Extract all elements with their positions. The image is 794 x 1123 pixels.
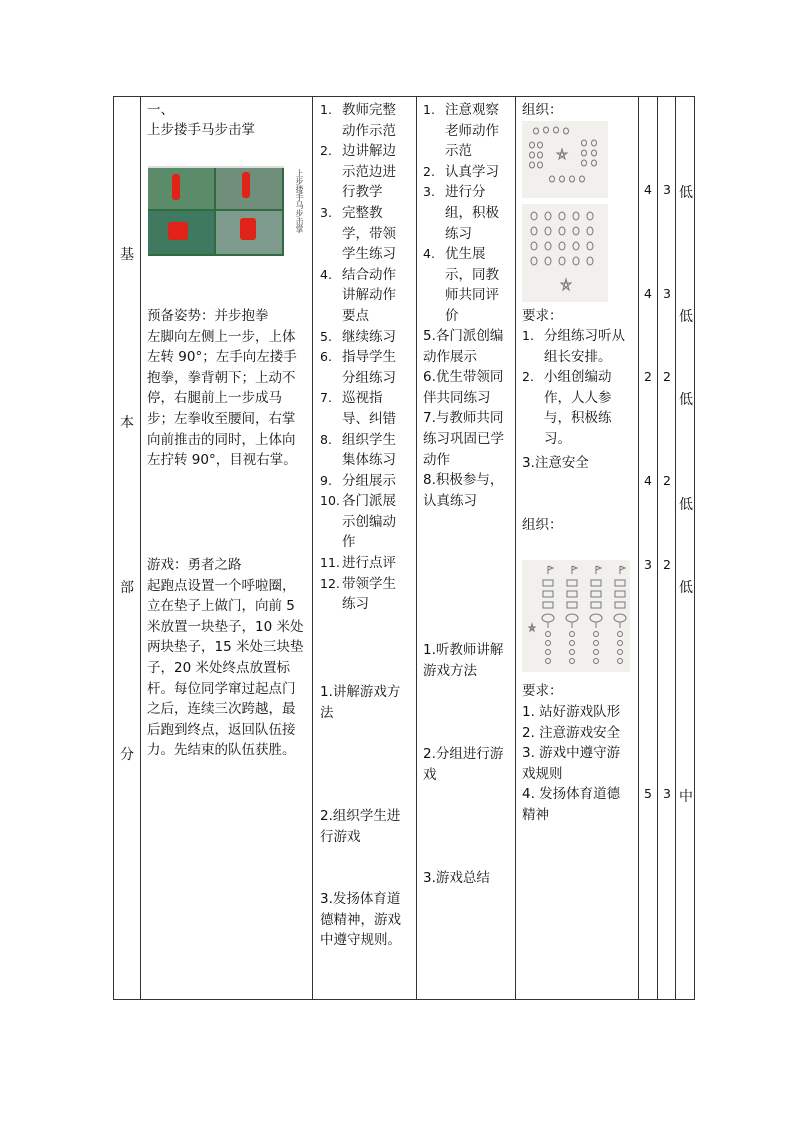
list-item-line: 集体练习 — [342, 452, 396, 469]
text-line: 左拧转 90°，目视右掌。 — [147, 452, 297, 469]
requirements-list — [522, 326, 634, 450]
text-line: 力。先结束的队伍获胜。 — [147, 742, 296, 759]
text-line: 游戏：勇者之路 — [147, 557, 242, 573]
list-item-number: 1. — [320, 102, 332, 117]
lesson-plan-table — [113, 96, 695, 1000]
requirements-label: 要求： — [522, 308, 563, 324]
list-item-line: 作，人人参 — [544, 389, 612, 406]
text-line: 左脚向左侧上一步，上体 — [147, 328, 296, 345]
text-line: 之后，连续三次跨越，最 — [147, 701, 296, 718]
text-line: 3. 游戏中遵守游 — [522, 745, 621, 762]
text-line: 步；左拳收至腰间，右掌 — [147, 410, 296, 427]
list-item-line: 导、纠错 — [342, 410, 396, 427]
count-value: 5 — [644, 786, 652, 801]
section-char: 本 — [120, 415, 134, 431]
list-item-number: 10. — [320, 493, 340, 509]
list-item-number: 9. — [320, 472, 332, 488]
list-item-number: 6. — [320, 349, 332, 365]
list-item-line: 完整教 — [342, 204, 383, 221]
text-line: 德精神，游戏 — [320, 911, 401, 928]
text-line: 精神 — [522, 806, 549, 823]
list-item-line: 小组创编动 — [544, 369, 612, 386]
list-item-line: 组，积极 — [445, 204, 499, 221]
formation-sketch-1 — [522, 121, 608, 198]
text-line: 米放置一块垫子，10 米处 — [147, 618, 304, 635]
list-item-number: 8. — [320, 431, 332, 447]
student-game-step-1 — [423, 640, 503, 681]
text-line: 游戏方法 — [423, 662, 477, 679]
teacher-game-step-2 — [320, 806, 400, 847]
list-item-number: 2. — [320, 143, 332, 159]
text-line: 行游戏 — [320, 828, 361, 845]
game-description — [147, 555, 303, 761]
teacher-activity-list — [320, 100, 412, 615]
text-line: 2.组织学生进 — [320, 808, 401, 824]
list-item-line: 动作示范 — [342, 122, 396, 139]
intensity-value: 低 — [679, 392, 693, 408]
list-item — [320, 100, 412, 141]
text-line: 3.发扬体育道 — [320, 891, 401, 907]
text-line: 2. 注意游戏安全 — [522, 724, 621, 741]
list-item-number: 4. — [320, 266, 332, 282]
list-item-line: 组织学生 — [342, 431, 396, 448]
list-item-line: 示创编动 — [342, 513, 396, 530]
list-item-line: 注意观察 — [445, 102, 499, 118]
list-item — [423, 244, 515, 326]
text-line: 左转 90°；左手向左搂手 — [147, 349, 297, 366]
text-line: 7.与教师共同 — [423, 410, 504, 427]
text-line: 立在垫子上做门，向前 5 — [147, 598, 295, 615]
list-item — [320, 203, 412, 265]
text-line: 认真练习 — [423, 492, 477, 509]
list-item-line: 学，带领 — [342, 225, 396, 242]
teacher-game-step-3 — [320, 889, 401, 951]
student-activity-list — [423, 100, 515, 327]
list-item-line: 习。 — [544, 430, 571, 447]
text-line: 1.听教师讲解 — [423, 642, 504, 658]
list-item-line: 练习 — [342, 596, 369, 613]
list-item-number: 2. — [522, 369, 534, 385]
list-item-number: 3. — [320, 204, 332, 220]
list-item-line: 继续练习 — [342, 328, 396, 345]
list-item — [522, 326, 634, 367]
list-item-line: 示范 — [445, 143, 472, 160]
list-item-line: 教师完整 — [342, 102, 396, 118]
count-value: 4 — [644, 286, 652, 301]
intensity-value: 低 — [679, 309, 693, 325]
text-line: 后跑到终点，返回队伍接 — [147, 721, 296, 738]
list-item-line: 示范边进 — [342, 163, 396, 180]
section-char: 基 — [120, 247, 134, 263]
text-line: 2.分组进行游 — [423, 746, 504, 762]
text-line: 1. 站好游戏队形 — [522, 704, 621, 720]
count-value: 3 — [663, 182, 671, 197]
student-game-step-2 — [423, 744, 503, 785]
list-item-line: 行教学 — [342, 184, 383, 201]
section-char: 部 — [120, 580, 134, 596]
list-item — [320, 388, 412, 429]
list-item-line: 与，积极练 — [544, 410, 612, 427]
list-item-number: 1. — [423, 102, 435, 117]
list-item-line: 进行分 — [445, 184, 486, 201]
requirements-label: 要求： — [522, 683, 563, 699]
list-item — [320, 574, 412, 615]
list-item — [320, 141, 412, 203]
requirement-item: 3.注意安全 — [522, 455, 589, 471]
list-item — [320, 553, 412, 574]
text-line: 3.游戏总结 — [423, 870, 490, 886]
text-line: 子，20 米处终点放置标 — [147, 659, 290, 676]
list-item — [423, 100, 515, 162]
text-line: 向前推击的同时，上体向 — [147, 431, 296, 448]
organization-label: 组织： — [522, 517, 563, 533]
formation-sketch-2 — [522, 204, 608, 302]
intensity-value: 低 — [679, 185, 693, 201]
organization-label: 组织： — [522, 102, 563, 118]
list-item-line: 带领学生 — [342, 575, 396, 592]
list-item — [522, 367, 634, 449]
count-value: 3 — [663, 286, 671, 301]
list-item-number: 1. — [522, 328, 534, 343]
text-line: 动作 — [423, 451, 450, 468]
count-value: 3 — [663, 786, 671, 801]
list-item-line: 师共同评 — [445, 287, 499, 304]
list-item-line: 分组练习 — [342, 369, 396, 386]
list-item — [320, 471, 412, 492]
text-line: 停，右腿前上一步成马 — [147, 390, 282, 407]
game-formation-sketch — [522, 560, 630, 672]
student-activity-cont — [423, 326, 504, 511]
student-game-step-3 — [423, 868, 490, 889]
list-item — [320, 327, 412, 348]
list-item-line: 分组展示 — [342, 472, 396, 489]
list-item-line: 指导学生 — [342, 349, 396, 366]
list-item-number: 4. — [423, 246, 435, 262]
list-item-line: 边讲解边 — [342, 143, 396, 160]
list-item-number: 3. — [423, 184, 435, 200]
list-item-number: 11. — [320, 555, 340, 571]
text-line: 抱拳，拳背朝下；上动不 — [147, 369, 296, 386]
list-item-line: 巡视指 — [342, 390, 383, 407]
list-item-line: 老师动作 — [445, 122, 499, 139]
text-line: 5.各门派创编 — [423, 328, 504, 344]
text-line: 戏规则 — [522, 765, 563, 782]
list-item-line: 示，同教 — [445, 266, 499, 283]
list-item — [423, 162, 515, 183]
list-item-line: 结合动作 — [342, 266, 396, 283]
list-item-line: 作 — [342, 534, 356, 551]
text-line: 1.讲解游戏方 — [320, 684, 401, 700]
list-item — [320, 265, 412, 327]
list-item-line: 认真学习 — [445, 163, 499, 180]
list-item — [423, 182, 515, 244]
intensity-value: 低 — [679, 497, 693, 513]
demonstration-photo — [148, 166, 284, 256]
text-line: 伴共同练习 — [423, 389, 491, 406]
list-item-line: 要点 — [342, 307, 369, 324]
list-item-number: 5. — [320, 328, 332, 344]
text-line: 8.积极参与， — [423, 472, 504, 489]
list-item-line: 讲解动作 — [342, 287, 396, 304]
text-line: 预备姿势：并步抱拳 — [147, 308, 269, 324]
content-heading-number: 一、 — [147, 102, 174, 118]
list-item-line: 价 — [445, 307, 459, 324]
list-item-line: 学生练习 — [342, 246, 396, 263]
text-line: 练习巩固已学 — [423, 430, 504, 447]
count-value: 2 — [663, 473, 671, 488]
list-item-line: 练习 — [445, 225, 472, 242]
list-item-number: 12. — [320, 575, 340, 591]
list-item — [320, 430, 412, 471]
list-item-line: 组长安排。 — [544, 348, 612, 365]
count-value: 2 — [644, 369, 652, 384]
list-item-number: 7. — [320, 390, 332, 406]
count-value: 4 — [644, 182, 652, 197]
game-requirements-list — [522, 702, 636, 826]
list-item — [320, 491, 412, 553]
list-item — [320, 347, 412, 388]
text-line: 戏 — [423, 766, 437, 783]
prep-text — [147, 306, 297, 471]
text-line: 动作展示 — [423, 348, 477, 365]
list-item-number: 2. — [423, 163, 435, 179]
count-value: 4 — [644, 473, 652, 488]
content-heading: 上步搂手马步击掌 — [147, 122, 255, 138]
section-char: 分 — [120, 747, 134, 763]
count-value: 2 — [663, 557, 671, 572]
list-item-line: 分组练习听从 — [544, 328, 625, 344]
text-line: 两块垫子，15 米处三块垫 — [147, 639, 304, 656]
list-item-line: 进行点评 — [342, 555, 396, 572]
text-line: 起跑点设置一个呼啦圈， — [147, 577, 296, 594]
count-value: 2 — [663, 369, 671, 384]
teacher-game-step-1 — [320, 682, 400, 723]
list-item-line: 各门派展 — [342, 493, 396, 510]
text-line: 法 — [320, 704, 334, 721]
list-item-line: 优生展 — [445, 246, 486, 263]
intensity-value: 中 — [679, 789, 693, 805]
intensity-value: 低 — [679, 580, 693, 596]
photo-caption: 上步搂手马步击掌 — [295, 169, 304, 233]
text-line: 杆。每位同学窜过起点门 — [147, 680, 296, 697]
count-value: 3 — [644, 557, 652, 572]
text-line: 中遵守规则。 — [320, 932, 401, 949]
text-line: 6.优生带领同 — [423, 369, 504, 386]
text-line: 4. 发扬体育道德 — [522, 786, 621, 803]
